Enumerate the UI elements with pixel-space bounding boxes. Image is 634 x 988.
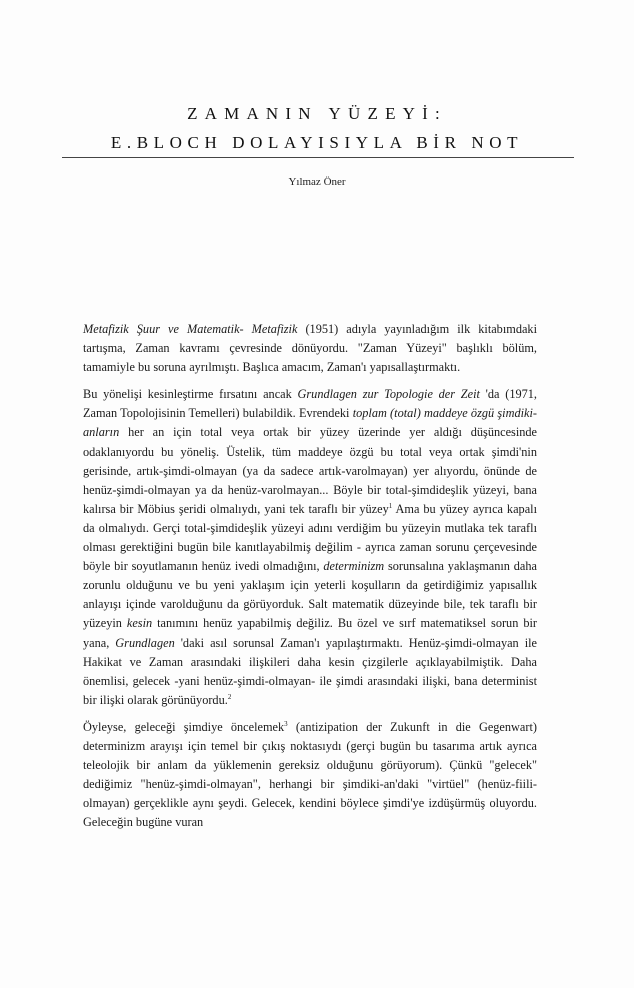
paragraph-3-text-b: (antizipation der Zukunft in die Gegenwart) determinizm arayışı için temel bir çıkış noktasıydı (gerçi bugün bu tasarıma artık ayrıca teleolojik bir anlam da yüklemenin gereksiz olduğunu görüyorum). Çünkü "gelecek" dediğimiz "henüz-şimdi-olmayan", herhangi bir şimdiki-an'daki "virtüel" (henüz-fiili-olmayan) gerçeklikle aynı şeydi. Gelecek, kendini böylece şimdi'ye izdüşürmüş oluyordu. Geleceğin bugüne vuran: [83, 719, 537, 830]
author-name: Yılmaz Öner: [288, 176, 346, 188]
paragraph-2-text-g: 'daki asıl sorunsal Zaman'ı yapılaştırmaktı. Henüz-şimdi-olmayan ile Hakikat ve Zaman arasındaki ilişkileri daha kesin çizgilerle açıklayabilmiştik. Daha önemlisi, gelecek -yani henüz-şimdi-olmayan- ile şimdi arasındaki ilişki, bana determinist bir ilişki olarak görünüyordu.: [83, 635, 537, 707]
paragraph-3-text-a: Öyleyse, geleceği şimdiye öncelemek: [83, 719, 285, 734]
title-line-2: E.BLOCH DOLAYISIYLA BİR NOT: [110, 133, 524, 152]
footnote-ref-3: 3: [284, 719, 288, 728]
book-title: Metafizik Şuur ve Matematik- Metafizik: [83, 322, 298, 336]
toplam-phrase: toplam (total) maddeye özgü şimdiki-anların: [83, 406, 537, 440]
grundlagen-title-2: Grundlagen: [115, 635, 175, 650]
kesin-term: kesin: [126, 616, 153, 631]
title-line-1: ZAMANIN YÜZEYİ:: [187, 104, 447, 123]
article-body: [83, 320, 537, 832]
determinizm-term: determinizm: [323, 559, 385, 574]
paragraph-3: [83, 718, 537, 833]
paragraph-2-text-b: 'da (1971, Zaman Topolojisinin Temelleri) bulabildik. Evrendeki: [83, 387, 537, 421]
paragraph-2-text-e: sorunsalına yaklaşmanın daha zorunlu olduğunu ve bu yeni yaklaşım için yeterli koşulların da getirdiğimiz yapısallık anlayışı içinde varolduğunu da görüyorduk. Salt matematik düzeyinde bile, tek taraflı bir yüzeyin: [83, 559, 537, 631]
footnote-ref-2: 2: [227, 692, 232, 701]
title-rule: [62, 157, 574, 158]
paragraph-2-text-a: Bu yönelişi kesinleştirme fırsatını ancak: [83, 387, 298, 402]
paragraph-2-text-d: Ama bu yüzey ayrıca kapalı da olmalıydı. Gerçi total-şimdideşlik yüzeyi adını verdiğim bu yüzeyin mutlaka tek taraflı olması gerektiğini bugün bile kanıtlayabilmiş değilim - ayrıca zaman sorunu çerçevesinde böyle bir soyutlamanın henüz ivedi olmadığını,: [83, 501, 537, 574]
paragraph-2-text-f: tanımını henüz yapabilmiş değiliz. Bu özel ve sırf matematiksel sorun bir yana,: [83, 616, 537, 650]
paragraph-2-text-c: her an için total veya ortak bir yüzey üzerinde yer aldığı düşüncesinde odaklanıyordu bu yöneliş. Üstelik, tüm maddeye özgü bu total veya ortak şimdi'nin gerisinde, artık-şimdi-olmayan (ya da sadece artık-varolmayan) yer alıyordu, önünde de henüz-şimdi-olmayan ya da henüz-varolmayan... Böyle bir total-şimdideşlik yüzeyi, bana kalırsa bir Möbius şeridi olmalıydı, yani tek taraflı bir yüzey: [83, 425, 537, 516]
footnote-ref-1: 1: [388, 501, 393, 510]
grundlagen-title: Grundlagen zur Topologie der Zeit: [297, 387, 480, 402]
paragraph-2: [83, 385, 537, 710]
paragraph-1: [83, 320, 537, 377]
paragraph-1-text: (1951) adıyla yayınladığım ilk kitabımdaki tartışma, Zaman kavramı çevresinde dönüyordu. "Zaman Yüzeyi" başlıklı bölüm, tamamiyle bu soruna ayrılmıştı. Başlıca amacım, Zaman'ı yapısallaştırmaktı.: [83, 322, 537, 375]
